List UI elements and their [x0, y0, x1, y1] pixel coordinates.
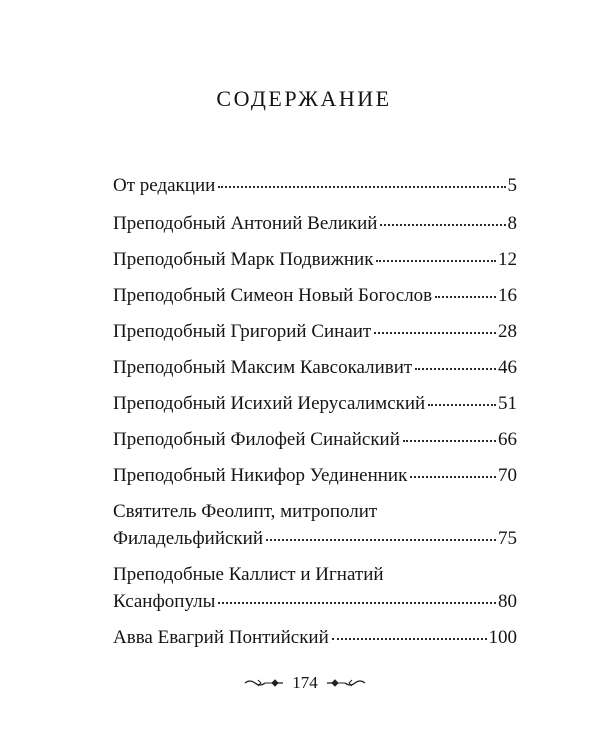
toc-entry-title: Филадельфийский	[113, 528, 263, 549]
toc-entry-title: Преподобный Максим Кавсокаливит	[113, 357, 413, 378]
toc-page-number: 28	[498, 321, 517, 342]
toc-page-number: 66	[498, 429, 517, 450]
toc-page-number: 100	[488, 627, 517, 648]
toc-entry[interactable]	[113, 172, 517, 199]
toc-entry-title: Ксанфопулы	[113, 591, 216, 612]
toc-entry-title: Авва Евагрий Понтийский	[113, 627, 329, 648]
ornament-left-icon	[244, 677, 284, 689]
toc-entry[interactable]	[113, 426, 517, 453]
toc-entry-title: От редакции	[113, 175, 216, 196]
page-title: СОДЕРЖАНИЕ	[216, 86, 392, 111]
toc-entry[interactable]	[113, 498, 517, 552]
toc-entry-title: Преподобные Каллист и Игнатий	[113, 564, 384, 585]
dot-leader	[380, 223, 505, 226]
toc-page-number: 80	[498, 591, 517, 612]
toc-page-number: 16	[498, 285, 517, 306]
toc-entry-title: Преподобный Григорий Синаит	[113, 321, 372, 342]
toc-entry-title: Преподобный Филофей Синайский	[113, 429, 400, 450]
page-number: 174	[292, 673, 318, 692]
toc-entry[interactable]	[113, 624, 517, 651]
toc-page-number: 51	[498, 393, 517, 414]
dot-leader	[435, 295, 496, 298]
dot-leader	[403, 439, 496, 442]
toc-page-number: 8	[507, 213, 517, 234]
toc-page-number: 46	[498, 357, 517, 378]
dot-leader	[376, 259, 496, 262]
toc-entry-title: Преподобный Исихий Иерусалимский	[113, 393, 426, 414]
toc-entry[interactable]	[113, 390, 517, 417]
toc-page-number: 75	[498, 528, 517, 549]
toc-entry-title: Преподобный Марк Подвижник	[113, 249, 374, 270]
dot-leader	[332, 637, 487, 640]
toc-entry-title: Преподобный Никифор Уединенник	[113, 465, 408, 486]
dot-leader	[266, 538, 496, 541]
dot-leader	[374, 331, 496, 334]
toc-entry-title: Преподобный Симеон Новый Богослов	[113, 285, 433, 306]
dot-leader	[218, 601, 496, 604]
toc-entry[interactable]	[113, 462, 517, 489]
toc-page-number: 12	[498, 249, 517, 270]
toc-entry[interactable]	[113, 246, 517, 273]
dot-leader	[415, 367, 496, 370]
page-footer	[0, 673, 600, 693]
toc-entry-title: Святитель Феолипт, митрополит	[113, 501, 378, 522]
ornament-right-icon	[326, 677, 366, 689]
toc-entry[interactable]	[113, 282, 517, 309]
toc-page-number: 5	[507, 175, 517, 196]
toc-entry[interactable]	[113, 561, 517, 615]
table-of-contents	[113, 172, 517, 660]
toc-entry[interactable]	[113, 354, 517, 381]
toc-entry-title: Преподобный Антоний Великий	[113, 213, 378, 234]
dot-leader	[428, 403, 496, 406]
dot-leader	[218, 185, 505, 188]
dot-leader	[410, 475, 496, 478]
toc-entry[interactable]	[113, 210, 517, 237]
toc-entry[interactable]	[113, 318, 517, 345]
toc-page-number: 70	[498, 465, 517, 486]
